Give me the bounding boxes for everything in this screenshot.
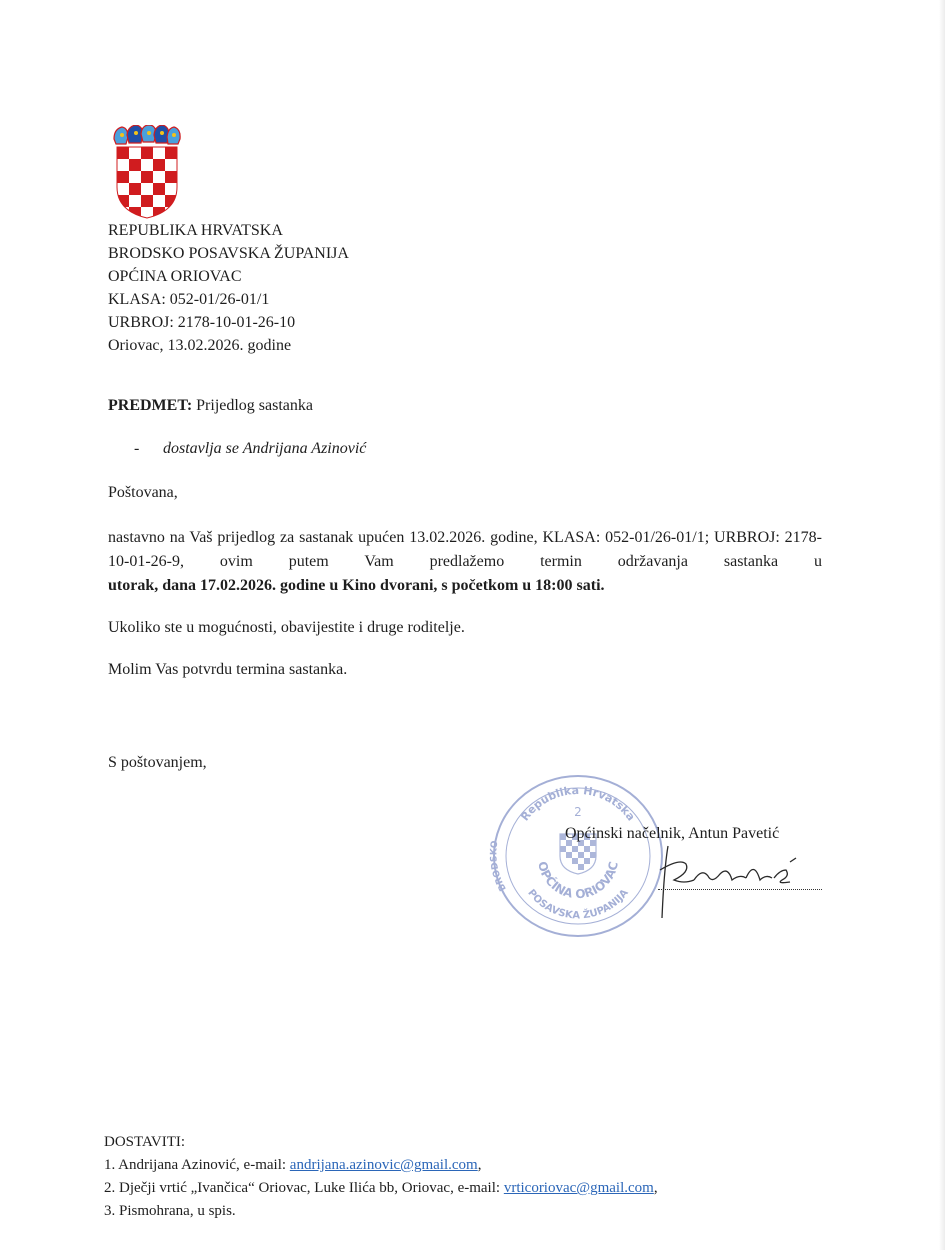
subject-dash: -	[134, 440, 140, 457]
handwritten-signature	[640, 840, 840, 920]
paragraph-notify: Ukoliko ste u mogućnosti, obavijestite i druge roditelje.	[108, 619, 465, 636]
header-urbroj: URBROJ: 2178-10-01-26-10	[108, 314, 296, 331]
paragraph-proposal-line2: URBROJ: 2178-10-01-26-9, ovim putem Vam predlažemo termin održavanja sastanka u	[108, 529, 823, 570]
svg-text:BRODSKO: BRODSKO	[489, 840, 509, 893]
distribution-item-3: 3. Pismohrana, u spis.	[104, 1203, 236, 1219]
header-municipality: OPĆINA ORIOVAC	[108, 268, 242, 285]
svg-text:Republika Hrvatska: Republika Hrvatska	[518, 783, 638, 824]
paragraph-proposal-line3: utorak, dana 17.02.2026. godine u Kino dvorani, s početkom u 18:00 sati.	[108, 577, 605, 594]
svg-text:POSAVSKA ŽUPANIJA: POSAVSKA ŽUPANIJA	[525, 887, 631, 922]
paragraph-proposal	[108, 526, 822, 598]
distribution-item-1	[104, 1157, 481, 1174]
coat-of-arms-icon	[112, 125, 182, 219]
header-country: REPUBLIKA HRVATSKA	[108, 222, 283, 239]
subject-text: Prijedlog sastanka	[192, 397, 314, 414]
signatory-title: Općinski načelnik, Antun Pavetić	[565, 825, 780, 842]
page-edge	[939, 0, 945, 1250]
svg-text:OPĆINA ORIOVAC: OPĆINA ORIOVAC	[535, 860, 621, 902]
subject-label: PREDMET:	[108, 397, 193, 414]
header-place-date: Oriovac, 13.02.2026. godine	[108, 337, 292, 354]
header-county: BRODSKO POSAVSKA ŽUPANIJA	[108, 245, 349, 262]
distribution-item-2	[104, 1180, 658, 1197]
paragraph-confirm: Molim Vas potvrdu termina sastanka.	[108, 661, 348, 678]
distribution-item-1-text: 1. Andrijana Azinović, e-mail:	[104, 1157, 290, 1173]
signature-line	[658, 889, 822, 890]
closing: S poštovanjem,	[108, 754, 207, 771]
header-klasa: KLASA: 052-01/26-01/1	[108, 291, 270, 308]
distribution-heading: DOSTAVITI:	[104, 1134, 186, 1150]
email-link-andrijana[interactable]: andrijana.azinovic@gmail.com	[289, 1157, 478, 1173]
distribution-item-1-suffix: ,	[477, 1157, 482, 1173]
subject-line	[108, 397, 313, 415]
svg-text:2: 2	[574, 805, 582, 819]
salutation: Poštovana,	[108, 484, 178, 501]
subject-delivery: dostavlja se Andrijana Azinović	[163, 440, 367, 457]
paragraph-proposal-line1: nastavno na Vaš prijedlog za sastanak upućen 13.02.2026. godine, KLASA: 052-01/26-01/1;	[108, 529, 710, 546]
distribution-item-2-suffix: ,	[653, 1180, 658, 1196]
email-link-vrtic[interactable]: vrticoriovac@gmail.com	[503, 1180, 654, 1196]
distribution-item-2-text: 2. Dječji vrtić „Ivančica“ Oriovac, Luke Ilića bb, Oriovac, e-mail:	[104, 1180, 504, 1196]
